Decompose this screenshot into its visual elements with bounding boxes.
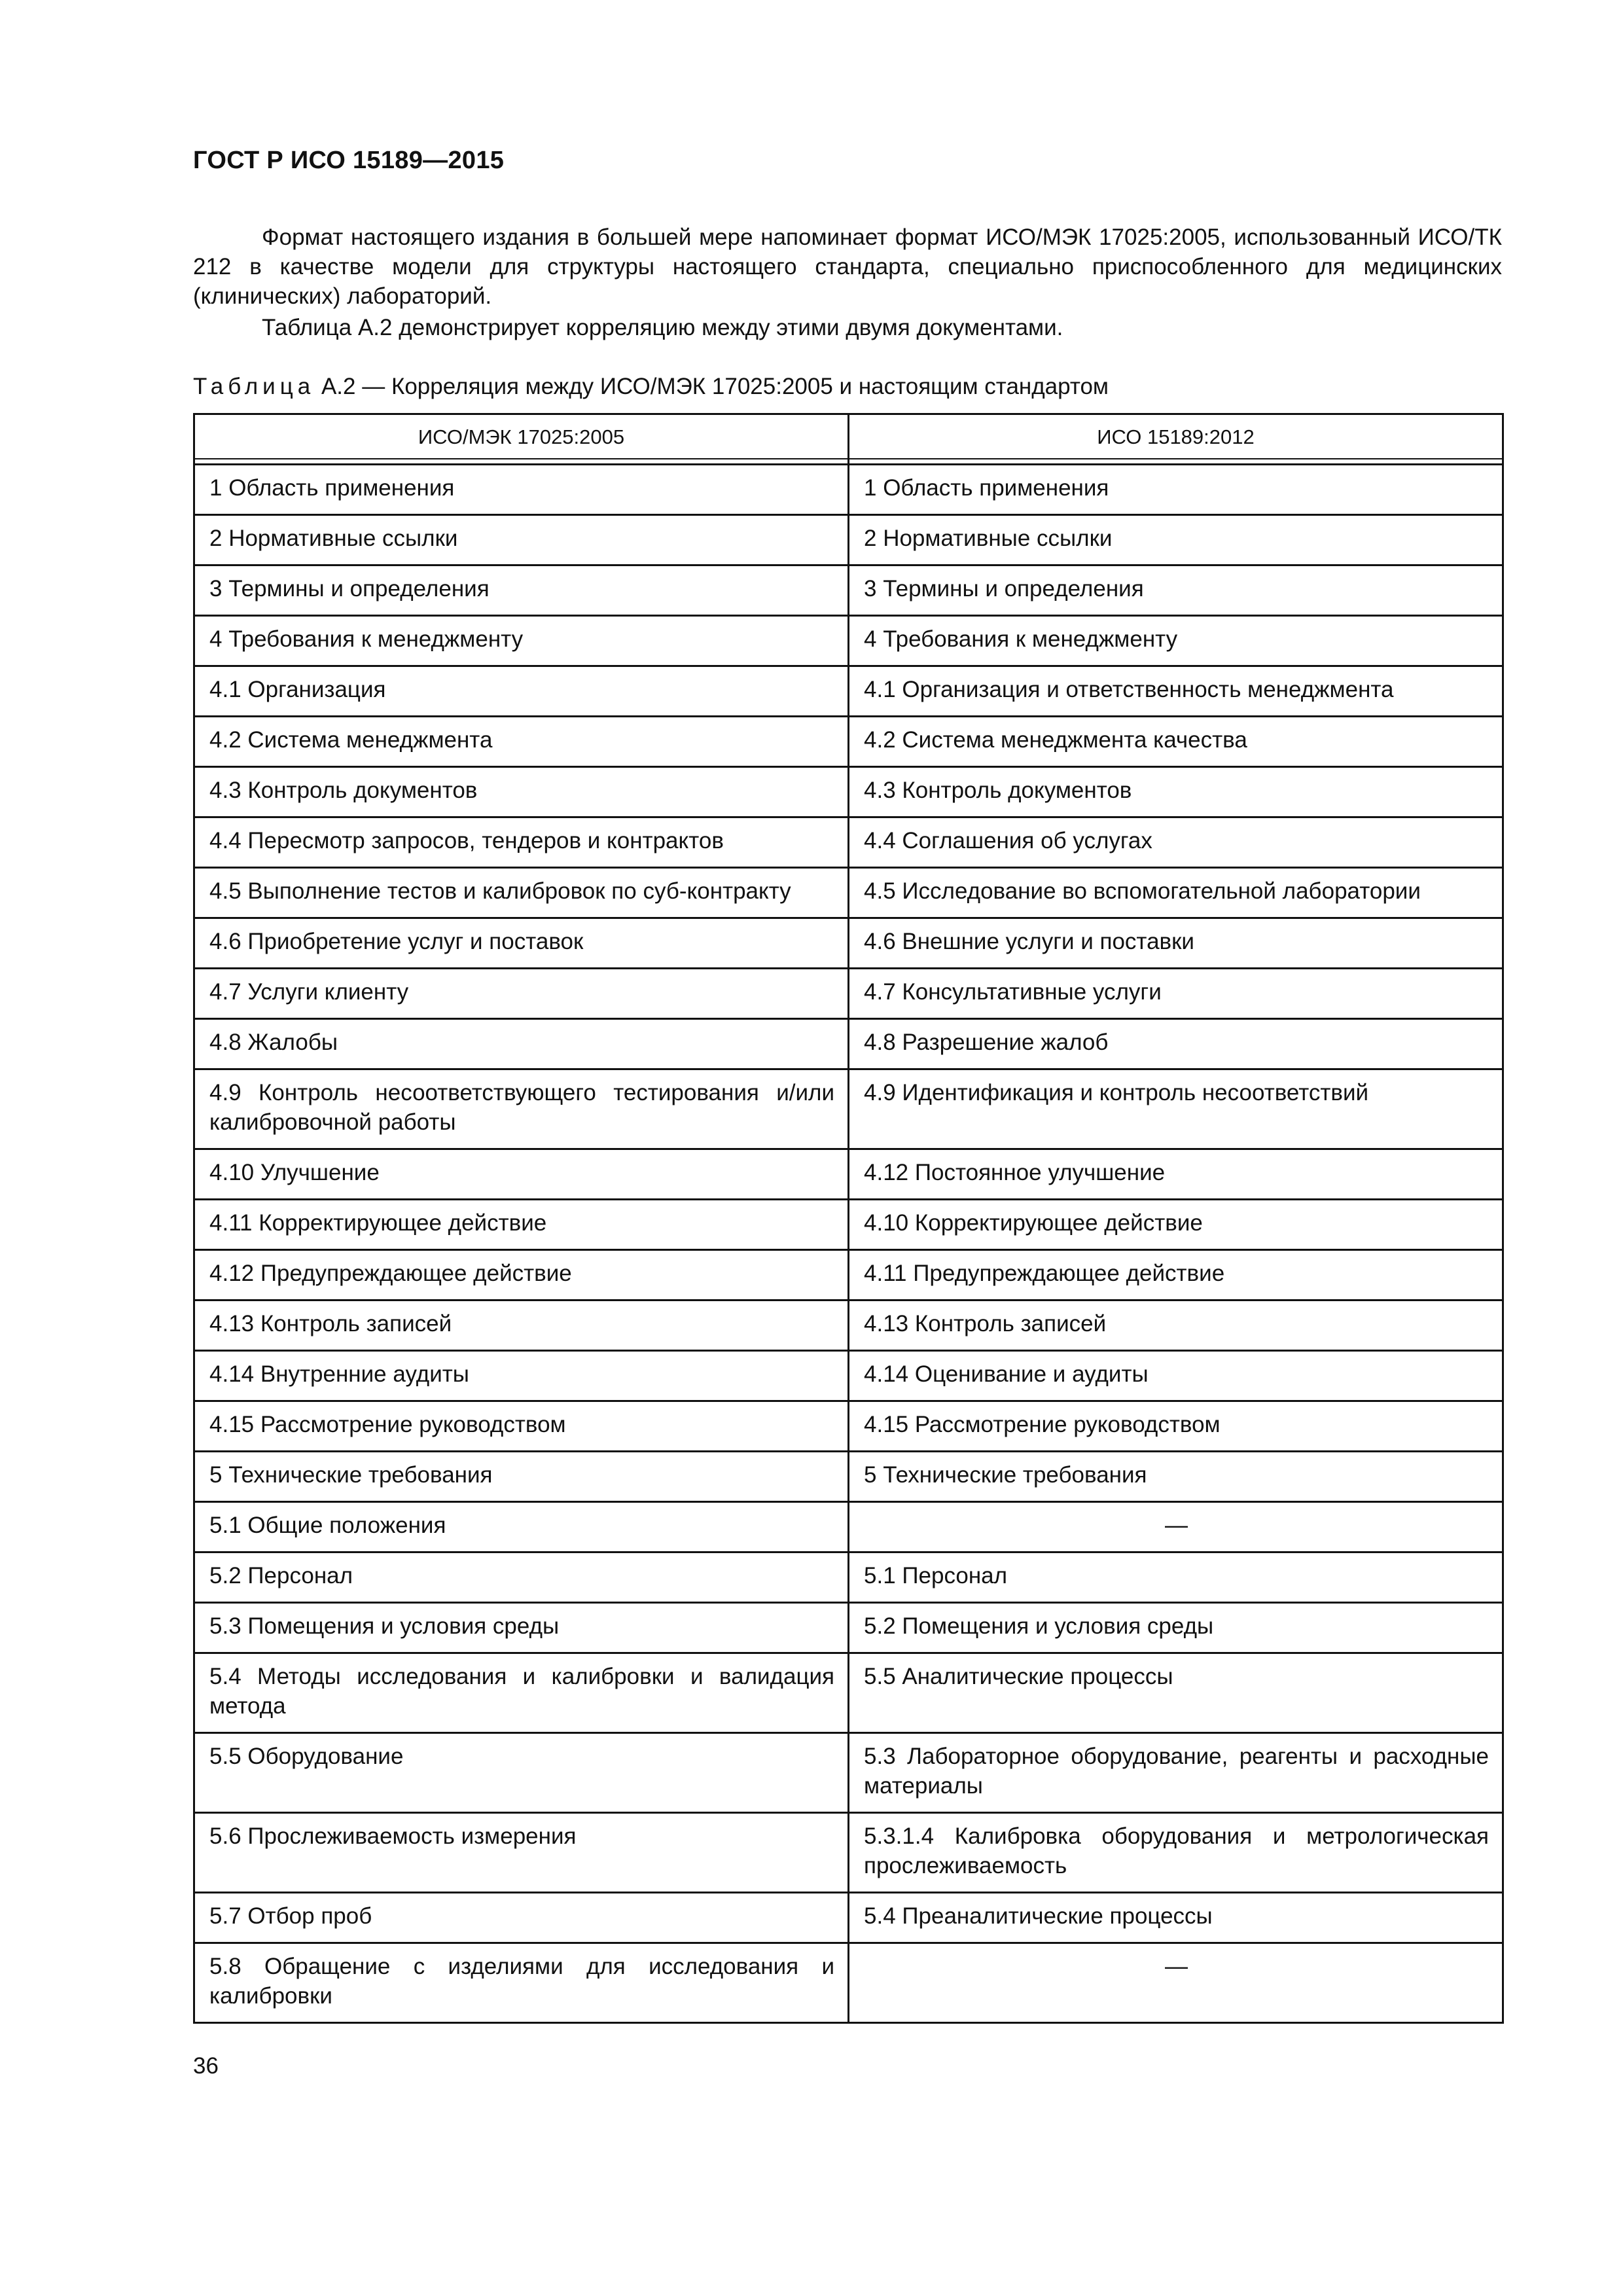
table-cell: 5.8 Обращение с изделиями для исследования и калибровки: [194, 1943, 849, 2023]
intro-paragraph-2: Таблица А.2 демонстрирует корреляцию между этими двумя документами.: [262, 315, 1063, 340]
table-cell: 4.1 Организация: [194, 666, 849, 717]
table-cell: 5.3 Помещения и условия среды: [194, 1603, 849, 1653]
table-cell: 1 Область применения: [849, 465, 1503, 515]
table-row: [194, 1552, 1503, 1603]
table-cell: 5.2 Помещения и условия среды: [849, 1603, 1503, 1653]
table-cell: 4.8 Жалобы: [194, 1019, 849, 1069]
table-cell: 4.2 Система менеджмента качества: [849, 717, 1503, 767]
table-cell: 4.10 Корректирующее действие: [849, 1200, 1503, 1250]
table-row: [194, 1149, 1503, 1200]
table-caption-label: Таблица: [193, 374, 315, 399]
table-cell: 5.3.1.4 Калибровка оборудования и метрологическая прослеживаемость: [849, 1813, 1503, 1893]
correlation-table: [193, 413, 1504, 2024]
table-row: [194, 666, 1503, 717]
table-cell: 4.15 Рассмотрение руководством: [194, 1401, 849, 1452]
document-header: ГОСТ Р ИСО 15189—2015: [193, 147, 505, 174]
table-cell: 3 Термины и определения: [849, 565, 1503, 616]
table-row: [194, 1502, 1503, 1552]
table-row: [194, 1250, 1503, 1300]
table-cell: 5.6 Прослеживаемость измерения: [194, 1813, 849, 1893]
table-row: [194, 616, 1503, 666]
table-row: [194, 565, 1503, 616]
table-row: [194, 1019, 1503, 1069]
table-cell: 4.13 Контроль записей: [849, 1300, 1503, 1351]
table-row: [194, 1733, 1503, 1813]
table-cell: 4.12 Постоянное улучшение: [849, 1149, 1503, 1200]
table-row: [194, 868, 1503, 918]
table-cell: 5.5 Аналитические процессы: [849, 1653, 1503, 1733]
table-row: [194, 515, 1503, 565]
table-row: [194, 817, 1503, 868]
table-cell: —: [849, 1502, 1503, 1552]
table-cell: 4.3 Контроль документов: [194, 767, 849, 817]
table-row: [194, 465, 1503, 515]
table-cell: 4.6 Приобретение услуг и поставок: [194, 918, 849, 969]
table-cell: 1 Область применения: [194, 465, 849, 515]
table-cell: 4.14 Внутренние аудиты: [194, 1351, 849, 1401]
table-cell: 4.6 Внешние услуги и поставки: [849, 918, 1503, 969]
table-cell: 4.9 Контроль несоответствующего тестирования и/или калибровочной работы: [194, 1069, 849, 1149]
table-cell: 5 Технические требования: [194, 1452, 849, 1502]
table-cell: 4.9 Идентификация и контроль несоответствий: [849, 1069, 1503, 1149]
table-cell: 4.7 Консультативные услуги: [849, 969, 1503, 1019]
table-cell: 5.2 Персонал: [194, 1552, 849, 1603]
table-cell: 4.2 Система менеджмента: [194, 717, 849, 767]
column-header-iso-17025: ИСО/МЭК 17025:2005: [194, 414, 849, 459]
table-cell: 4.11 Предупреждающее действие: [849, 1250, 1503, 1300]
table-cell: 2 Нормативные ссылки: [849, 515, 1503, 565]
table-cell: 5.1 Персонал: [849, 1552, 1503, 1603]
table-caption-text: А.2 — Корреляция между ИСО/МЭК 17025:2005 и настоящим стандартом: [315, 374, 1109, 399]
table-row: [194, 1351, 1503, 1401]
table-cell: 4.3 Контроль документов: [849, 767, 1503, 817]
table-cell: 4.4 Соглашения об услугах: [849, 817, 1503, 868]
table-cell: 4 Требования к менеджменту: [849, 616, 1503, 666]
table-cell: 4.14 Оценивание и аудиты: [849, 1351, 1503, 1401]
table-row: [194, 1300, 1503, 1351]
table-row: [194, 969, 1503, 1019]
table-cell: 5.4 Преаналитические процессы: [849, 1893, 1503, 1943]
table-cell: 4.7 Услуги клиенту: [194, 969, 849, 1019]
table-cell: 4.15 Рассмотрение руководством: [849, 1401, 1503, 1452]
table-cell: 4 Требования к менеджменту: [194, 616, 849, 666]
page-number: 36: [193, 2053, 219, 2079]
table-cell: 4.10 Улучшение: [194, 1149, 849, 1200]
table-row: [194, 717, 1503, 767]
table-header-row: [194, 414, 1503, 459]
table-cell: 4.13 Контроль записей: [194, 1300, 849, 1351]
table-cell: —: [849, 1943, 1503, 2023]
table-cell: 5.1 Общие положения: [194, 1502, 849, 1552]
table-cell: 4.1 Организация и ответственность менеджмента: [849, 666, 1503, 717]
table-cell: 3 Термины и определения: [194, 565, 849, 616]
column-header-iso-15189: ИСО 15189:2012: [849, 414, 1503, 459]
table-row: [194, 1813, 1503, 1893]
table-cell: 2 Нормативные ссылки: [194, 515, 849, 565]
table-row: [194, 1069, 1503, 1149]
table-cell: 4.8 Разрешение жалоб: [849, 1019, 1503, 1069]
table-row: [194, 1200, 1503, 1250]
table-row: [194, 918, 1503, 969]
table-cell: 5.4 Методы исследования и калибровки и валидация метода: [194, 1653, 849, 1733]
table-row: [194, 1401, 1503, 1452]
table-cell: 5.3 Лабораторное оборудование, реагенты и расходные материалы: [849, 1733, 1503, 1813]
table-row: [194, 1452, 1503, 1502]
table-cell: 4.4 Пересмотр запросов, тендеров и контрактов: [194, 817, 849, 868]
table-cell: 5.7 Отбор проб: [194, 1893, 849, 1943]
table-cell: 4.12 Предупреждающее действие: [194, 1250, 849, 1300]
table-cell: 4.5 Исследование во вспомогательной лаборатории: [849, 868, 1503, 918]
table-row: [194, 767, 1503, 817]
header-separator: [194, 459, 1503, 465]
table-cell: 4.5 Выполнение тестов и калибровок по суб-контракту: [194, 868, 849, 918]
table-caption: [193, 372, 1109, 401]
table-row: [194, 1603, 1503, 1653]
table-row: [194, 1893, 1503, 1943]
table-cell: 5 Технические требования: [849, 1452, 1503, 1502]
table-cell: 5.5 Оборудование: [194, 1733, 849, 1813]
table-row: [194, 1653, 1503, 1733]
table-row: [194, 1943, 1503, 2023]
table-cell: 4.11 Корректирующее действие: [194, 1200, 849, 1250]
intro-paragraph: Формат настоящего издания в большей мере напоминает формат ИСО/МЭК 17025:2005, использованный ИСО/ТК 212 в качестве модели для структуры настоящего стандарта, специально приспособленного для медицинских (клинических) лабораторий.: [193, 224, 1502, 309]
